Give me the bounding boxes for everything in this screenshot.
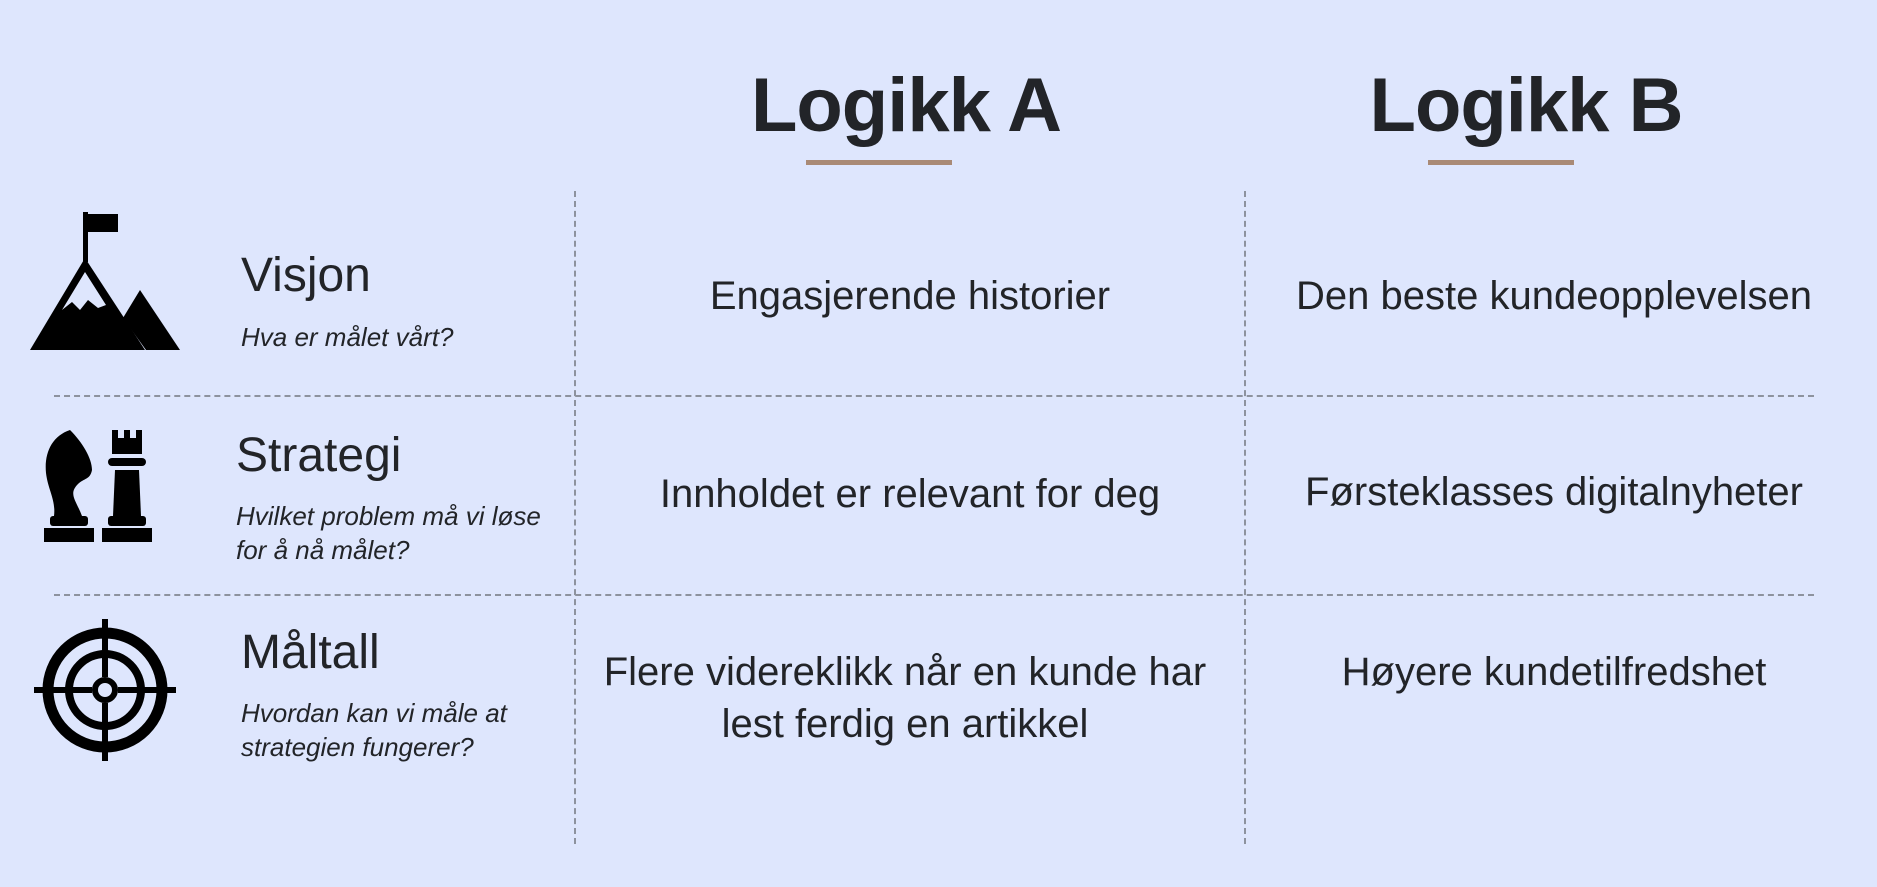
row-subtitle-strategi: Hvilket problem må vi løse for å nå målet?: [236, 501, 541, 565]
cell-b-visjon: Den beste kundeopplevelsen: [1296, 274, 1812, 318]
row-divider: [54, 395, 1814, 397]
row-title-strategi: Strategi: [236, 429, 402, 482]
mountain-flag-icon: [28, 210, 183, 355]
cell-b-maltall: Høyere kundetilfredshet: [1341, 650, 1767, 694]
column-header-a: Logikk A: [750, 63, 1062, 148]
row-subtitle-visjon: Hva er målet vårt?: [241, 322, 454, 352]
cell-a-visjon: Engasjerende historier: [709, 274, 1111, 318]
column-divider: [574, 191, 576, 844]
target-icon: [34, 619, 176, 761]
column-header-b: Logikk B: [1369, 63, 1683, 148]
row-divider: [54, 594, 1814, 596]
row-title-maltall: Måltall: [241, 626, 380, 679]
cell-a-strategi: Innholdet er relevant for deg: [659, 472, 1161, 516]
cell-b-strategi: Førsteklasses digitalnyheter: [1305, 470, 1803, 514]
chess-pieces-icon: [42, 428, 170, 543]
column-b-underline: [1428, 160, 1574, 165]
row-title-visjon: Visjon: [241, 249, 371, 302]
cell-a-maltall: Flere videreklikk når en kunde har lest ferdig en artikkel: [603, 650, 1207, 746]
row-subtitle-maltall: Hvordan kan vi måle at strategien fungerer?: [241, 698, 507, 762]
column-divider: [1244, 191, 1246, 844]
column-a-underline: [806, 160, 952, 165]
